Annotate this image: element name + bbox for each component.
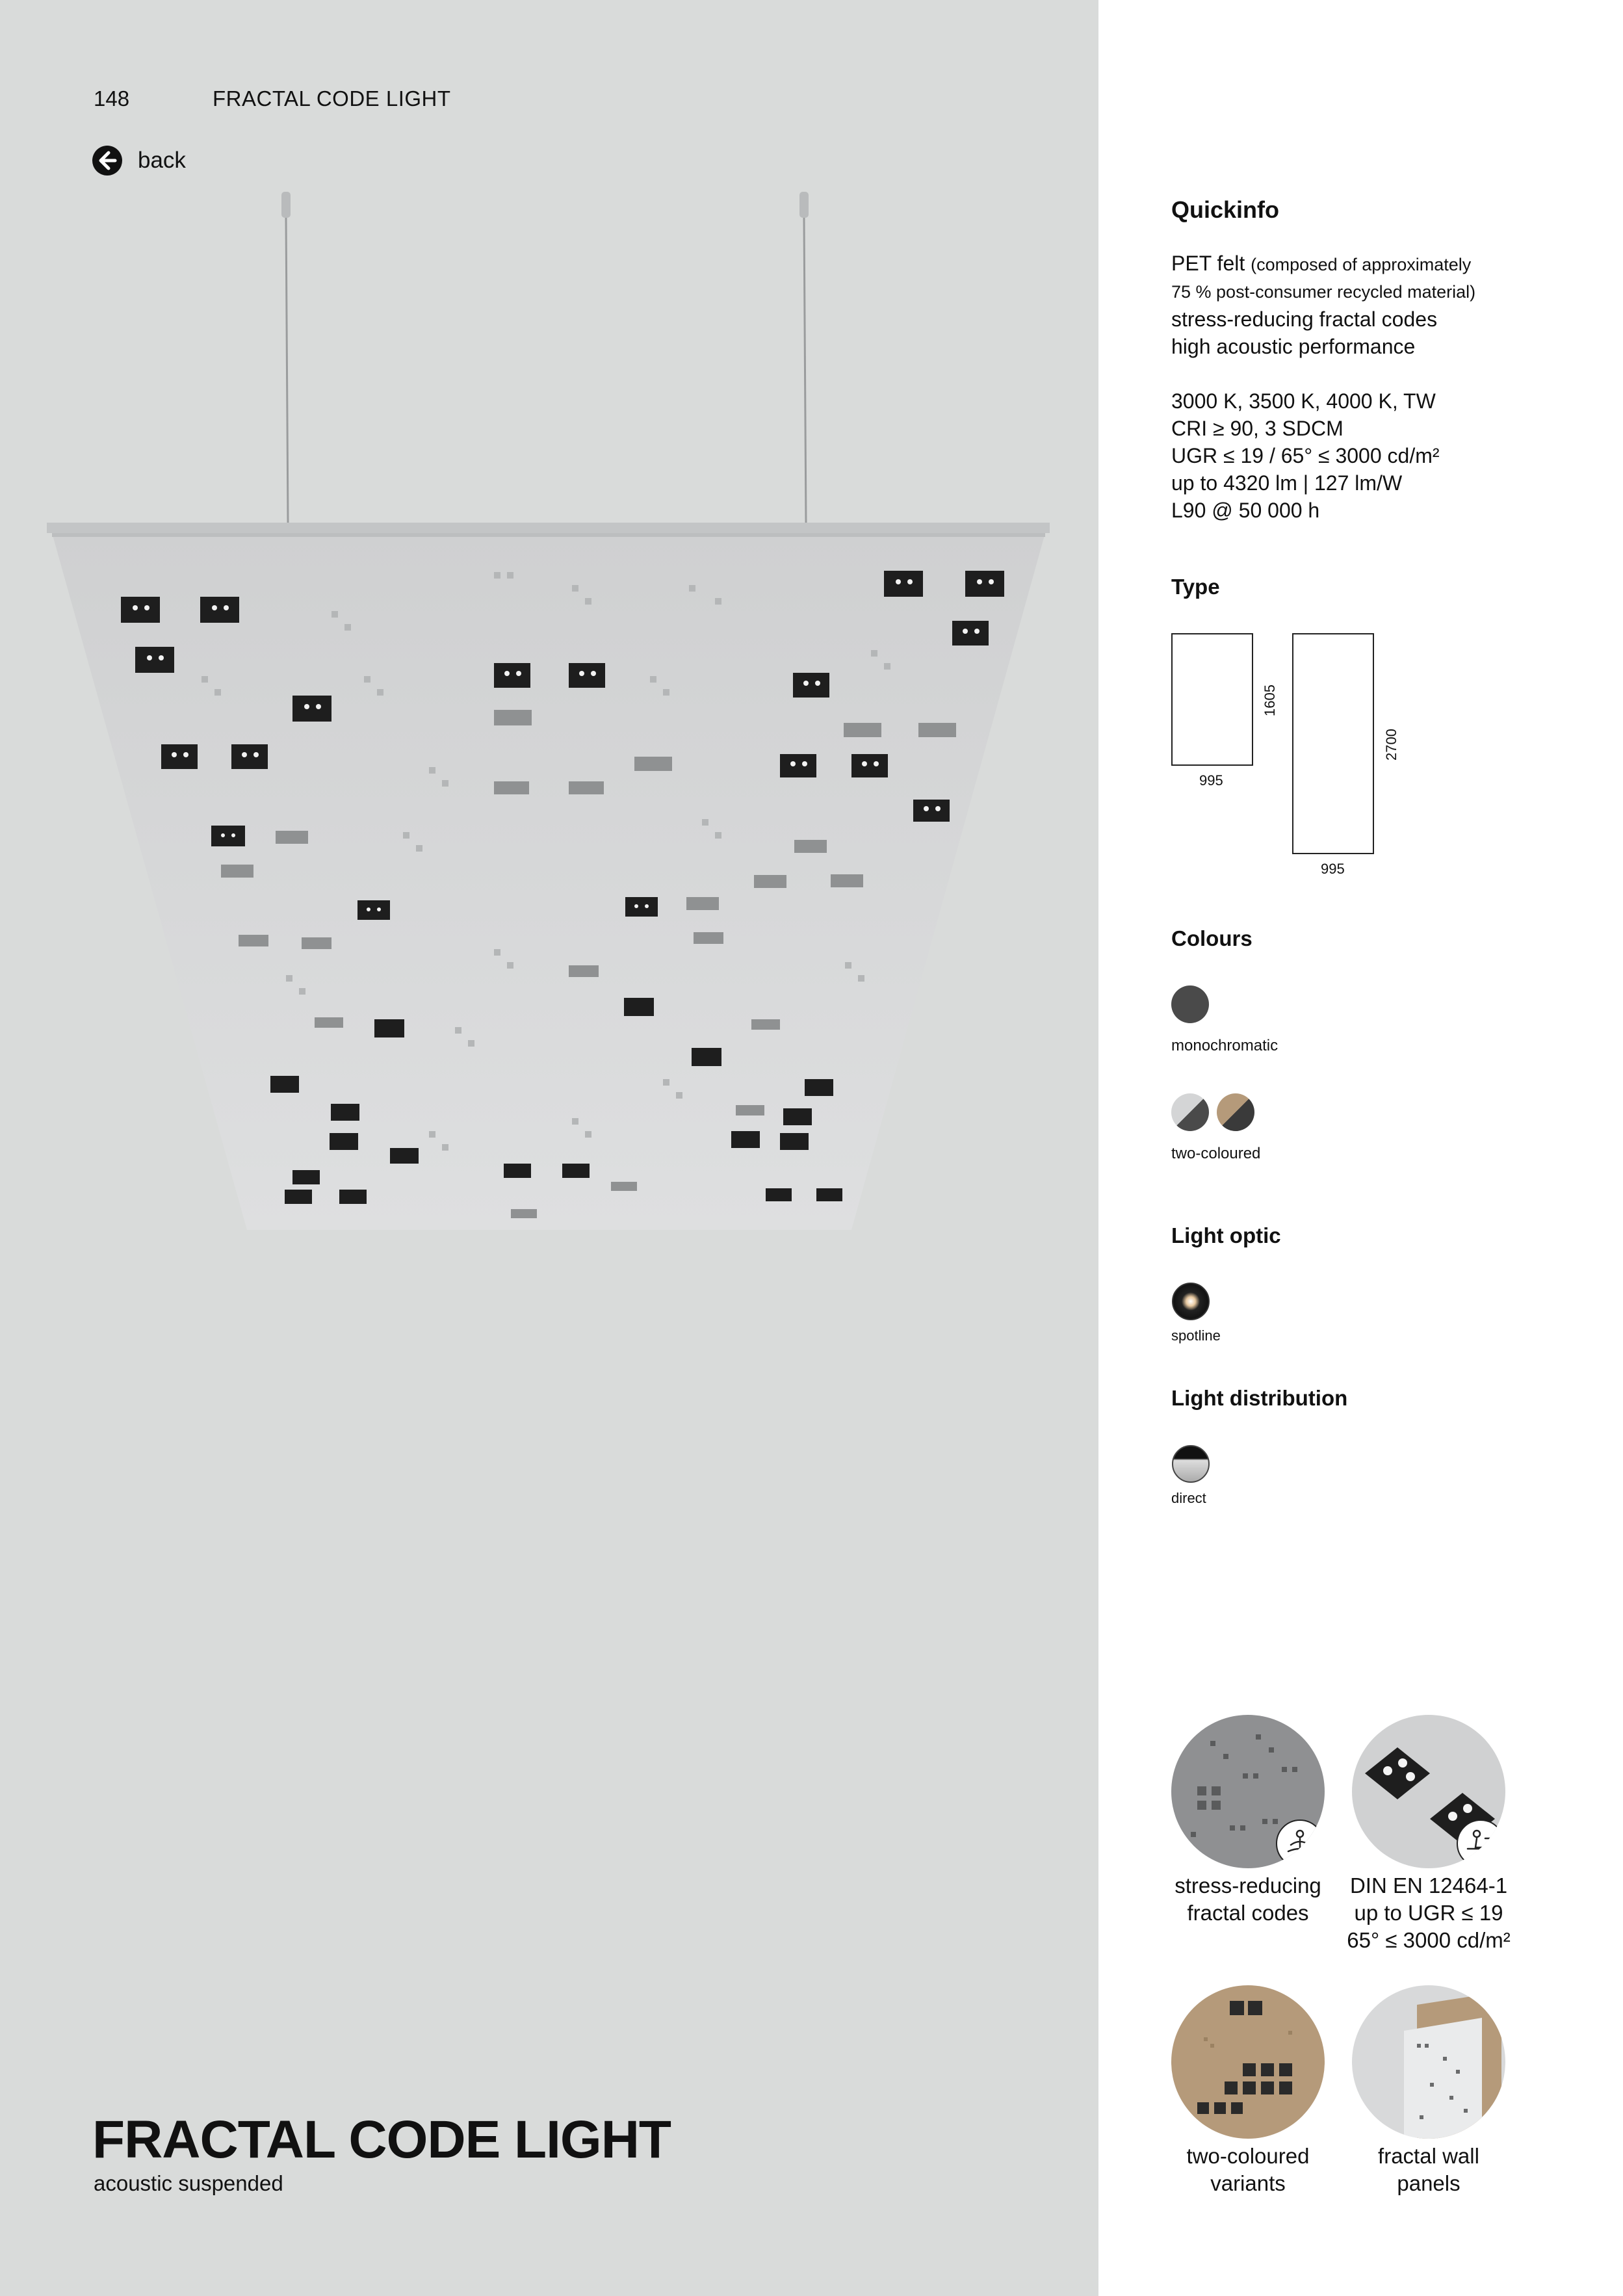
swatch-two-coloured-grey[interactable] xyxy=(1171,1093,1209,1131)
feature-label-1: stress-reducing fractal codes xyxy=(1175,1873,1321,1925)
type-large-width: 995 xyxy=(1321,861,1345,877)
swatch-two-coloured-sand[interactable] xyxy=(1217,1093,1254,1131)
wall-panels-image xyxy=(1352,1985,1505,2139)
material-note-1: (composed of approximately xyxy=(1251,255,1472,274)
type-large-box xyxy=(1292,633,1374,854)
two-coloured-label: two-coloured xyxy=(1171,1145,1261,1162)
light-distribution-heading: Light distribution xyxy=(1171,1386,1348,1410)
light-optic-heading: Light optic xyxy=(1171,1223,1281,1247)
product-illustration xyxy=(39,182,1066,1248)
type-heading: Type xyxy=(1171,575,1220,599)
type-small-height: 1605 xyxy=(1262,685,1278,716)
type-large-height: 2700 xyxy=(1383,729,1399,761)
quickinfo-heading: Quickinfo xyxy=(1171,196,1280,223)
back-link[interactable] xyxy=(92,146,186,176)
colours-heading: Colours xyxy=(1171,926,1253,950)
spec-lumen: up to 4320 lm | 127 lm/W xyxy=(1171,471,1403,495)
material-main: PET felt xyxy=(1171,252,1245,275)
two-coloured-felt-image xyxy=(1171,1985,1325,2139)
spec-ugr: UGR ≤ 19 / 65° ≤ 3000 cd/m² xyxy=(1171,444,1440,467)
line-acoustic: high acoustic performance xyxy=(1171,335,1416,358)
downlight-closeup-image xyxy=(1352,1715,1505,1868)
spotline-label: spotline xyxy=(1171,1327,1221,1344)
product-title: FRACTAL CODE LIGHT xyxy=(92,2110,671,2169)
direct-light-icon xyxy=(1171,1444,1210,1483)
material-note-2: 75 % post-consumer recycled material) xyxy=(1171,282,1476,302)
fractal-pattern-image xyxy=(1171,1715,1325,1868)
direct-label: direct xyxy=(1171,1490,1206,1506)
feature-label-2: DIN EN 12464-1 up to UGR ≤ 19 65° ≤ 3000 cd/m² xyxy=(1347,1873,1511,1952)
swatch-monochromatic[interactable] xyxy=(1171,985,1209,1023)
spec-cct: 3000 K, 3500 K, 4000 K, TW xyxy=(1171,389,1436,413)
badge-din-en xyxy=(1352,1715,1505,1868)
badge-wall-panels xyxy=(1352,1985,1505,2139)
header-title: FRACTAL CODE LIGHT xyxy=(213,86,451,111)
line-stress: stress-reducing fractal codes xyxy=(1171,307,1438,331)
badge-stress-reducing xyxy=(1171,1715,1325,1868)
feature-label-4: fractal wall panels xyxy=(1378,2144,1479,2195)
quickinfo-text xyxy=(1171,250,1587,524)
arrow-left-icon xyxy=(92,146,122,176)
type-small-box xyxy=(1171,633,1253,766)
spec-l90: L90 @ 50 000 h xyxy=(1171,499,1320,522)
back-label: back xyxy=(138,148,186,173)
spec-cri: CRI ≥ 90, 3 SDCM xyxy=(1171,417,1344,440)
type-small-width: 995 xyxy=(1199,772,1223,789)
badge-two-coloured xyxy=(1171,1985,1325,2139)
feature-label-3: two-coloured variants xyxy=(1186,2144,1310,2195)
page-number: 148 xyxy=(94,86,130,111)
spotline-icon xyxy=(1171,1282,1210,1321)
mono-label: monochromatic xyxy=(1171,1037,1279,1054)
product-subtitle: acoustic suspended xyxy=(94,2171,283,2195)
